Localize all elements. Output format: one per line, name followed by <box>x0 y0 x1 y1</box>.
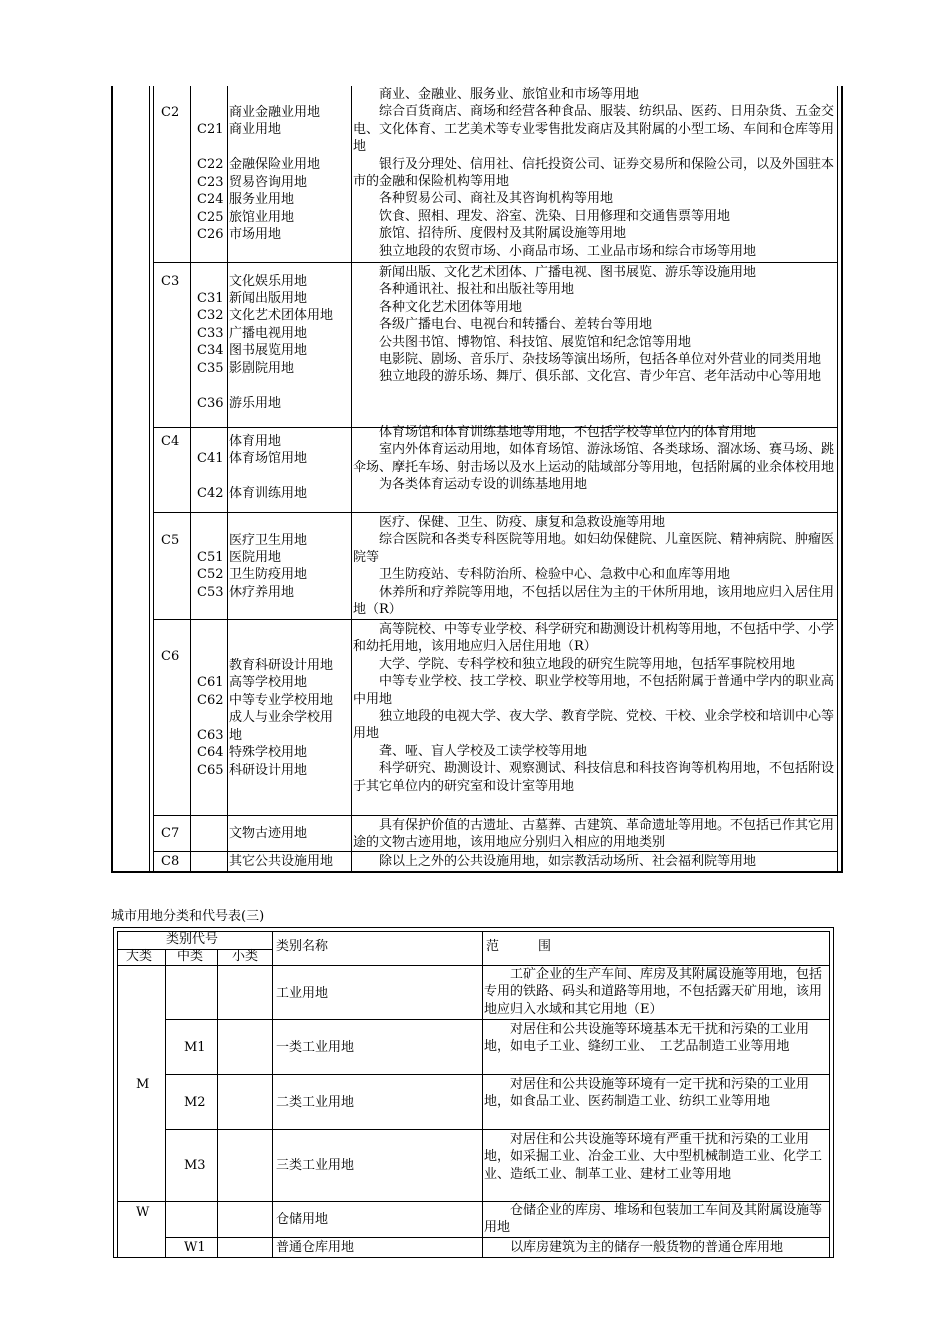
scope-text: 具有保护价值的古遗址、古墓葬、古建筑、革命遗址等用地。不包括已作其它用途的文物古迹用地，该用地应分别归入相应的用地类别 <box>353 818 835 851</box>
subcode: C33 <box>197 326 224 341</box>
subcode: C31 <box>197 291 224 306</box>
subcode: C25 <box>197 210 224 225</box>
group-code: C3 <box>161 274 180 289</box>
group-code: C6 <box>161 649 180 664</box>
scope-text: 新闻出版、文化艺术团体、广播电视、图书展览、游乐等设施用地 各种通讯社、报社和出版社等用地 各种文化艺术团体等用地 各级广播电台、电视台和转播台、差转台等用地 公共图书馆、博物馆、科技馆、展览馆和纪念馆等用地 电影院、剧场、音乐厅、杂技场等演出场所，包括各单位对外营业的同类用地 独立地段的游乐场、舞厅、俱乐部、文化宫、青少年宫、老年活动中心等用地 <box>353 265 822 385</box>
scope-text: 对居住和公共设施等环境有严重干扰和污染的工业用地，如采掘工业、冶金工业、大中型机械制造工业、化学工业、造纸工业、制革工业、建材工业等用地 <box>484 1132 823 1182</box>
category-name: 贸易咨询用地 <box>229 175 308 190</box>
subcode: C34 <box>197 343 224 358</box>
medium-code: W1 <box>184 1240 206 1255</box>
table-caption: 城市用地分类和代号表(三) <box>111 909 265 924</box>
subcode: C62 <box>197 693 224 708</box>
category-name: 体育训练用地 <box>229 486 308 501</box>
subcode: C41 <box>197 451 224 466</box>
scope-text: 工矿企业的生产车间、库房及其附属设施等用地，包括专用的铁路、码头和道路等用地，不包括露天矿用地，该用地应归入水域和其它用地（E） <box>484 967 823 1017</box>
subcode: C24 <box>197 192 224 207</box>
scope-text: 商业、金融业、服务业、旅馆业和市场等用地 综合百货商店、商场和经营各种食品、服装、纺织品、医药、日用杂货、五金交电、文化体育、工艺美术等专业零售批发商店及其附属的小型工场、车间和仓库等用地 银行及分理处、信用社、信托投资公司、证券交易所和保险公司，以及外国驻本市的金融和保险机构等用地 各种贸易公司、商社及其咨询机构等用地 饮食、照相、理发、浴室、洗染、日用修理和交通售票等用地 旅馆、招待所、度假村及其附属设施等用地 独立地段的农贸市场、小商品市场、工业品市场和综合市场等用地 <box>353 87 835 259</box>
subcode: C23 <box>197 175 224 190</box>
scope-text: 体育场馆和体育训练基地等用地，不包括学校等单位内的体育用地 室内外体育运动用地，如体育场馆、游泳场馆、各类球场、溜冰场、赛马场、跳伞场、摩托车场、射击场以及水上运动的陆域部分等用地，包括附属的业余体校用地 为各类体育运动专设的训练基地用地 <box>353 425 835 493</box>
category-name: 中等专业学校用地 <box>229 693 334 708</box>
category-name: 卫生防疫用地 <box>229 567 308 582</box>
category-name: 服务业用地 <box>229 192 295 207</box>
subcode: C21 <box>197 122 224 137</box>
scope-text: 高等院校、中等专业学校、科学研究和勘测设计机构等用地，不包括中学、小学和幼托用地，该用地应归入居住用地（R） 大学、学院、专科学校和独立地段的研究生院等用地，包括军事院校用地 中等专业学校、技工学校、职业学校等用地，不包括附属于普通中学内的职业高中用地 独立地段的电视大学、夜大学、教育学院、党校、干校、业余学校和培训中心等用地 聋、哑、盲人学校及工读学校等用地 科学研究、勘测设计、观察测试、科技信息和科技咨询等机构用地，不包括附设于其它单位内的研究室和设计室等用地 <box>353 622 835 794</box>
medium-code: M1 <box>184 1040 206 1055</box>
subcode: C32 <box>197 308 224 323</box>
medium-code: M3 <box>184 1158 206 1173</box>
category-name: 市场用地 <box>229 227 282 242</box>
subcode: C52 <box>197 567 224 582</box>
header-category-code: 类别代号 <box>166 932 219 947</box>
category-name: 工业用地 <box>276 986 329 1001</box>
category-name: 商业金融业用地 <box>229 105 321 120</box>
subcode: C61 <box>197 675 224 690</box>
category-name: 影剧院用地 <box>229 361 295 376</box>
category-name: 三类工业用地 <box>276 1158 355 1173</box>
category-name: 金融保险业用地 <box>229 157 321 172</box>
category-name: 商业用地 <box>229 122 282 137</box>
category-name: 广播电视用地 <box>229 326 308 341</box>
subcode: C22 <box>197 157 224 172</box>
category-name: 二类工业用地 <box>276 1095 355 1110</box>
group-code: C7 <box>161 826 180 841</box>
category-name: 新闻出版用地 <box>229 291 308 306</box>
header-minor: 小类 <box>232 949 259 964</box>
major-code: W <box>136 1205 150 1220</box>
scope-text: 对居住和公共设施等环境基本无干扰和污染的工业用地，如电子工业、缝纫工业、 工艺品制造工业等用地 <box>484 1022 810 1055</box>
subcode: C64 <box>197 745 224 760</box>
category-name: 高等学校用地 <box>229 675 308 690</box>
subcode: C65 <box>197 763 224 778</box>
category-name: 休疗养用地 <box>229 585 295 600</box>
scope-text: 除以上之外的公共设施用地，如宗教活动场所、社会福利院等用地 <box>353 854 757 869</box>
group-code: C2 <box>161 105 180 120</box>
category-name: 文化娱乐用地 <box>229 274 308 289</box>
group-code: C4 <box>161 434 180 449</box>
category-name: 仓储用地 <box>276 1212 329 1227</box>
subcode: C42 <box>197 486 224 501</box>
subcode: C51 <box>197 550 224 565</box>
category-name: 体育场馆用地 <box>229 451 308 466</box>
subcode: C53 <box>197 585 224 600</box>
category-name: 体育用地 <box>229 434 282 449</box>
category-name: 科研设计用地 <box>229 763 308 778</box>
scope-text: 以库房建筑为主的储存一般货物的普通仓库用地 <box>484 1240 784 1255</box>
category-name: 地 <box>229 728 243 743</box>
header-scope: 范 围 <box>486 939 552 954</box>
category-name: 成人与业余学校用 <box>229 710 334 725</box>
header-medium: 中类 <box>177 949 204 964</box>
category-name: 特殊学校用地 <box>229 745 308 760</box>
scope-text: 对居住和公共设施等环境有一定干扰和污染的工业用地，如食品工业、医药制造工业、纺织工业等用地 <box>484 1077 810 1110</box>
group-code: C5 <box>161 533 180 548</box>
subcode: C36 <box>197 396 224 411</box>
group-code: C8 <box>161 854 180 869</box>
category-name: 旅馆业用地 <box>229 210 295 225</box>
subcode: C35 <box>197 361 224 376</box>
category-name: 游乐用地 <box>229 396 282 411</box>
scope-text: 医疗、保健、卫生、防疫、康复和急救设施等用地 综合医院和各类专科医院等用地。如妇幼保健院、儿童医院、精神病院、肿瘤医院等 卫生防疫站、专科防治所、检验中心、急救中心和血库等用地 休养所和疗养院等用地，不包括以居住为主的干休所用地，该用地应归入居住用地（R） <box>353 515 835 618</box>
category-name: 普通仓库用地 <box>276 1240 355 1255</box>
category-name: 医院用地 <box>229 550 282 565</box>
header-name: 类别名称 <box>276 939 329 954</box>
header-major: 大类 <box>126 949 153 964</box>
category-name: 一类工业用地 <box>276 1040 355 1055</box>
scope-text: 仓储企业的库房、堆场和包装加工车间及其附属设施等用地 <box>484 1203 823 1236</box>
category-name: 图书展览用地 <box>229 343 308 358</box>
major-code: M <box>136 1077 150 1092</box>
category-name: 医疗卫生用地 <box>229 533 308 548</box>
category-name: 文物古迹用地 <box>229 826 308 841</box>
subcode: C26 <box>197 227 224 242</box>
subcode: C63 <box>197 728 224 743</box>
category-name: 教育科研设计用地 <box>229 658 334 673</box>
category-name: 文化艺术团体用地 <box>229 308 334 323</box>
category-name: 其它公共设施用地 <box>229 854 334 869</box>
medium-code: M2 <box>184 1095 206 1110</box>
